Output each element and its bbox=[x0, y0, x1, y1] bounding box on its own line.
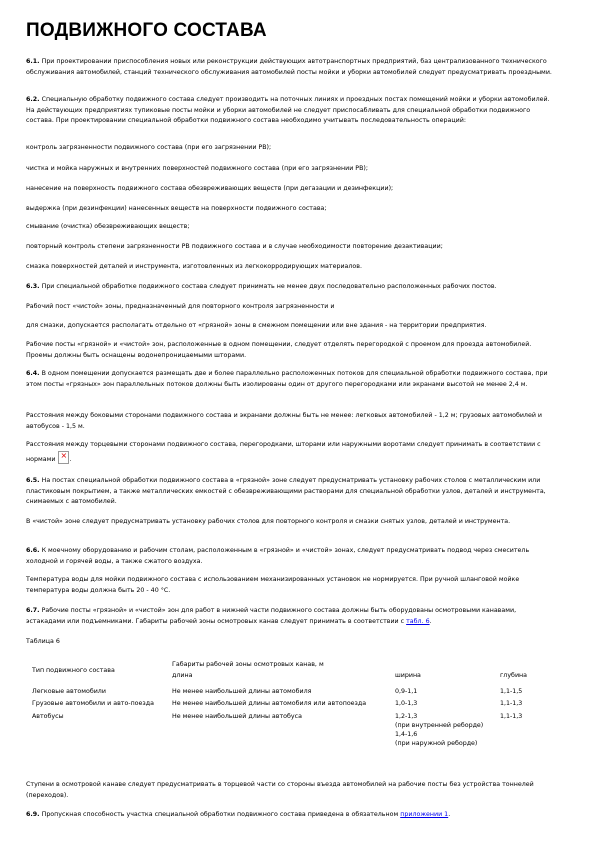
paragraph-text: Расстояния между торцевыми сторонами подвижного состава, перегородками, шторами или наружными воротами следует принимать в соответствии с нормами × . bbox=[26, 440, 556, 465]
table-header-length: длина bbox=[172, 672, 193, 679]
cell-depth: 1,1-1,3 bbox=[500, 713, 523, 720]
paragraph-6-5: 6.5. На постах специальной обработки подвижного состава в «грязной» зоне следует предусматривать установку рабочих столов с металлическим или пластиковым покрытием, а также металлических емкостей с обезвреживающими растворами для специальной обработки узлов, деталей и инструмента, снимаемых с автомобилей. bbox=[26, 477, 546, 506]
paragraph-text: Температура воды для мойки подвижного состава с использованием механизированных установок не нормируется. При ручной шланговой мойке температура воды должна быть 20 - 40 °С. bbox=[26, 576, 520, 594]
cell-width-note: (при внутренней реборде) bbox=[395, 722, 484, 729]
cell-depth: 1,1-1,3 bbox=[500, 700, 523, 707]
operation-item: выдержка (при дезинфекции) нанесенных веществ на поверхности подвижного состава; bbox=[26, 205, 327, 212]
cell-width: 1,4-1,6 bbox=[395, 731, 418, 738]
paragraph-6-8: Ступени в осмотровой канаве следует предусматривать в торцевой части со стороны въезда автомобилей на рабочие посты без устройства тоннелей (переходов). bbox=[26, 781, 534, 799]
cell-length: Не менее наибольшей длины автомобиля или автопоезда bbox=[172, 700, 367, 707]
paragraph-6-1: 6.1. При проектировании приспособления новых или реконструкции действующих автотранспортных предприятий, баз централизованного технического обслуживания автомобилей, станций технического обслуживания автомобилей посты мойки и уборки автомобилей следует предусматривать проездными. bbox=[26, 58, 552, 76]
paragraph-6-7: 6.7. Рабочие посты «грязной» и «чистой» зон для работ в нижней части подвижного состава должны быть оборудованы осмотровыми канавами, эстакадами или подъемниками. Габариты рабочей зоны осмотровых канав следует принимать в соответствии с табл. 6. bbox=[26, 607, 517, 625]
cell-type: Грузовые автомобили и авто-поезда bbox=[32, 700, 154, 707]
cell-width: 0,9-1,1 bbox=[395, 688, 418, 695]
operation-item: смывание (очистка) обезвреживающих веществ; bbox=[26, 223, 190, 230]
paragraph-text: Расстояния между боковыми сторонами подвижного состава и экранами должны быть не менее: легковых автомобилей - 1,2 м; грузовых автомобилей и автобусов - 1,5 м. bbox=[26, 412, 543, 430]
table-header-depth: глубина bbox=[500, 672, 528, 679]
page-title: ПОДВИЖНОГО СОСТАВА bbox=[26, 20, 267, 41]
paragraph-6-9: 6.9. Пропускная способность участка специальной обработки подвижного состава приведена в обязательном приложении 1. bbox=[26, 811, 451, 818]
cell-type: Легковые автомобили bbox=[32, 688, 106, 695]
paragraph-6-3: 6.3. При специальной обработке подвижного состава следует принимать не менее двух последовательно расположенных рабочих постов. bbox=[26, 283, 497, 290]
paragraph-text: Рабочие посты «грязной» и «чистой» зон, расположенные в одном помещении, следует отделять перегородкой с проемом для проезда автомобилей. Проемы должны быть оснащены водонепроницаемыми шторами. bbox=[26, 341, 532, 359]
operation-item: смазка поверхностей деталей и инструмента, изготовленных из легкокорродирующих материалов. bbox=[26, 263, 362, 270]
paragraph-6-2: 6.2. Специальную обработку подвижного состава следует производить на поточных линиях и проездных постах помещений мойки и уборки автомобилей. На действующих предприятиях тупиковые посты мойки и уборки автомобилей не следует приспосабливать для специальной обработки подвижного состава. При проектировании специальной обработки подвижного состава необходимо учитывать последовательность операций: bbox=[26, 96, 550, 125]
paragraph-text: для смазки, допускается располагать отдельно от «грязной» зоны в смежном помещении или вне здания - на территории предприятия. bbox=[26, 322, 487, 329]
table-caption: Таблица 6 bbox=[26, 638, 60, 645]
paragraph-text: Рабочий пост «чистой» зоны, предназначенный для повторного контроля загрязненности и bbox=[26, 303, 335, 310]
operation-item: контроль загрязненности подвижного состава (при его загрязнении РВ); bbox=[26, 144, 272, 151]
operation-item: чистка и мойка наружных и внутренних поверхностей подвижного состава (при его загрязнении РВ); bbox=[26, 165, 368, 172]
cell-length: Не менее наибольшей длины автомобиля bbox=[172, 688, 312, 695]
cell-width: 1,2-1,3 bbox=[395, 713, 418, 720]
operation-item: нанесение на поверхность подвижного состава обезвреживающих веществ (при дегазации и дезинфекции); bbox=[26, 185, 394, 192]
cell-width-note: (при наружной реборде) bbox=[395, 740, 478, 747]
cell-depth: 1,1-1,5 bbox=[500, 688, 523, 695]
paragraph-6-6: 6.6. К моечному оборудованию и рабочим столам, расположенным в «грязной» и «чистой» зонах, следует предусматривать подвод через смеситель холодной и горячей воды, а также сжатого воздуха. bbox=[26, 547, 530, 565]
paragraph-text: В «чистой» зоне следует предусматривать установку рабочих столов для повторного контроля и смазки снятых узлов, деталей и инструмента. bbox=[26, 518, 511, 525]
paragraph-6-4: 6.4. В одном помещении допускается размещать две и более параллельно расположенных потоков для специальной обработки подвижного состава, при этом посты «грязных» зон параллельных потоков должны быть изолированы один от другого перегородками или экранами высотой не менее 2,4 м. bbox=[26, 370, 548, 388]
appendix-1-link[interactable]: приложении 1 bbox=[400, 811, 449, 818]
cell-length: Не менее наибольшей длины автобуса bbox=[172, 713, 302, 720]
operation-item: повторный контроль степени загрязненности РВ подвижного состава и в случае необходимости повторение дезактивации; bbox=[26, 243, 443, 250]
table-header-gab: Габариты рабочей зоны осмотровых канав, м bbox=[172, 661, 324, 668]
table-header-width: ширина bbox=[395, 672, 421, 679]
table-6-link[interactable]: табл. 6 bbox=[406, 617, 430, 625]
cell-width: 1,0-1,3 bbox=[395, 700, 418, 707]
table-header-type: Тип подвижного состава bbox=[32, 667, 115, 674]
cell-type: Автобусы bbox=[32, 713, 64, 720]
broken-image-icon bbox=[58, 451, 69, 464]
